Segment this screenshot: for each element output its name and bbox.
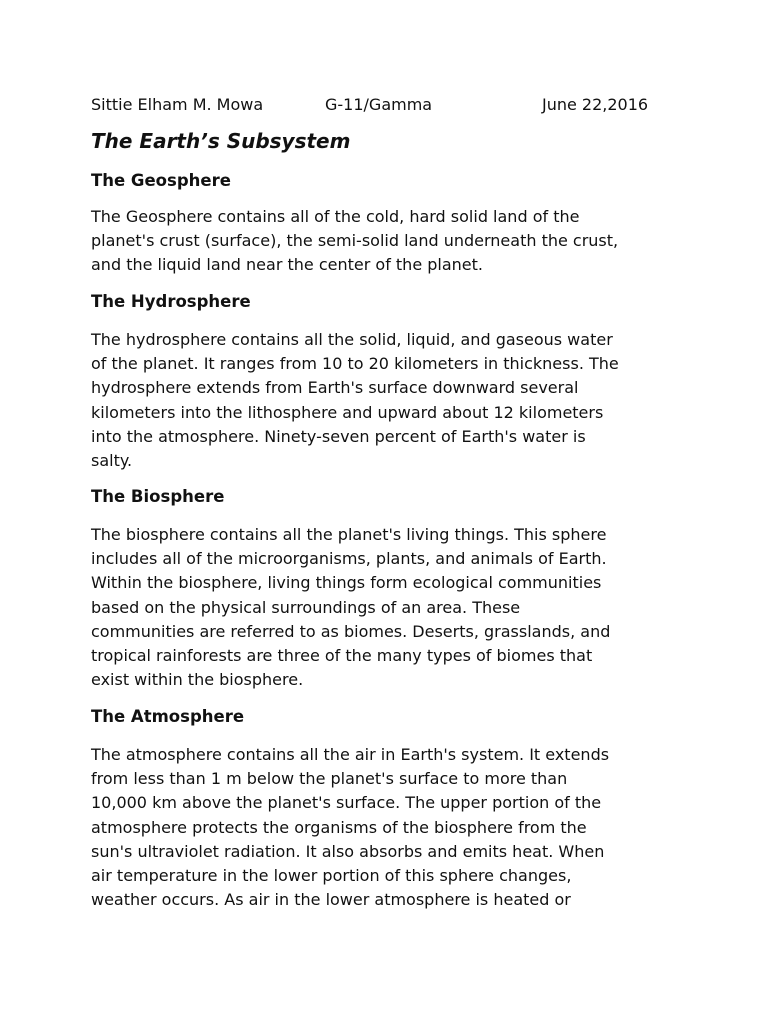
text-line: weather occurs. As air in the lower atmosphere is heated or bbox=[91, 890, 571, 910]
text-line: The atmosphere contains all the air in Earth's system. It extends bbox=[91, 745, 610, 764]
section-heading-atmosphere: The Atmosphere bbox=[91, 707, 245, 726]
text-line: from less than 1 m below the planet's surface to more than bbox=[91, 769, 568, 789]
section-body-hydrosphere bbox=[91, 328, 619, 473]
text-line: based on the physical surroundings of an area. These bbox=[91, 597, 521, 617]
section-heading-biosphere: The Biosphere bbox=[91, 487, 225, 506]
text-line: into the atmosphere. Ninety-seven percent of Earth's water is bbox=[91, 426, 586, 446]
section-body-biosphere bbox=[91, 523, 610, 692]
text-line: planet's crust (surface), the semi-solid land underneath the crust, bbox=[91, 231, 619, 251]
author-name: Sittie Elham M. Mowa bbox=[91, 95, 264, 114]
document-header bbox=[0, 94, 768, 116]
text-line: The biosphere contains all the planet's living things. This sphere bbox=[91, 525, 607, 544]
text-line: includes all of the microorganisms, plants, and animals of Earth. bbox=[91, 549, 607, 569]
text-line: exist within the biosphere. bbox=[91, 670, 304, 690]
section-heading-geosphere: The Geosphere bbox=[91, 171, 231, 190]
text-line: atmosphere protects the organisms of the biosphere from the bbox=[91, 817, 587, 837]
text-line: of the planet. It ranges from 10 to 20 kilometers in thickness. The bbox=[91, 354, 619, 374]
text-line: salty. bbox=[91, 451, 133, 471]
text-line: air temperature in the lower portion of this sphere changes, bbox=[91, 866, 572, 886]
text-line: The hydrosphere contains all the solid, liquid, and gaseous water bbox=[91, 330, 613, 349]
text-line: sun's ultraviolet radiation. It also absorbs and emits heat. When bbox=[91, 841, 605, 861]
text-line: The Geosphere contains all of the cold, hard solid land of the bbox=[91, 207, 580, 226]
section-body-atmosphere bbox=[91, 743, 609, 912]
document-date: June 22,2016 bbox=[542, 95, 649, 114]
class-section: G-11/Gamma bbox=[325, 95, 433, 114]
text-line: kilometers into the lithosphere and upward about 12 kilometers bbox=[91, 402, 604, 422]
text-line: hydrosphere extends from Earth's surface downward several bbox=[91, 378, 579, 398]
section-body-geosphere bbox=[91, 205, 618, 278]
text-line: 10,000 km above the planet's surface. The upper portion of the bbox=[91, 793, 602, 813]
text-line: and the liquid land near the center of the planet. bbox=[91, 255, 483, 275]
section-heading-hydrosphere: The Hydrosphere bbox=[91, 292, 251, 311]
text-line: communities are referred to as biomes. Deserts, grasslands, and bbox=[91, 621, 611, 641]
text-line: Within the biosphere, living things form ecological communities bbox=[91, 573, 602, 593]
document-title: The Earth’s Subsystem bbox=[91, 129, 351, 153]
text-line: tropical rainforests are three of the many types of biomes that bbox=[91, 646, 593, 666]
